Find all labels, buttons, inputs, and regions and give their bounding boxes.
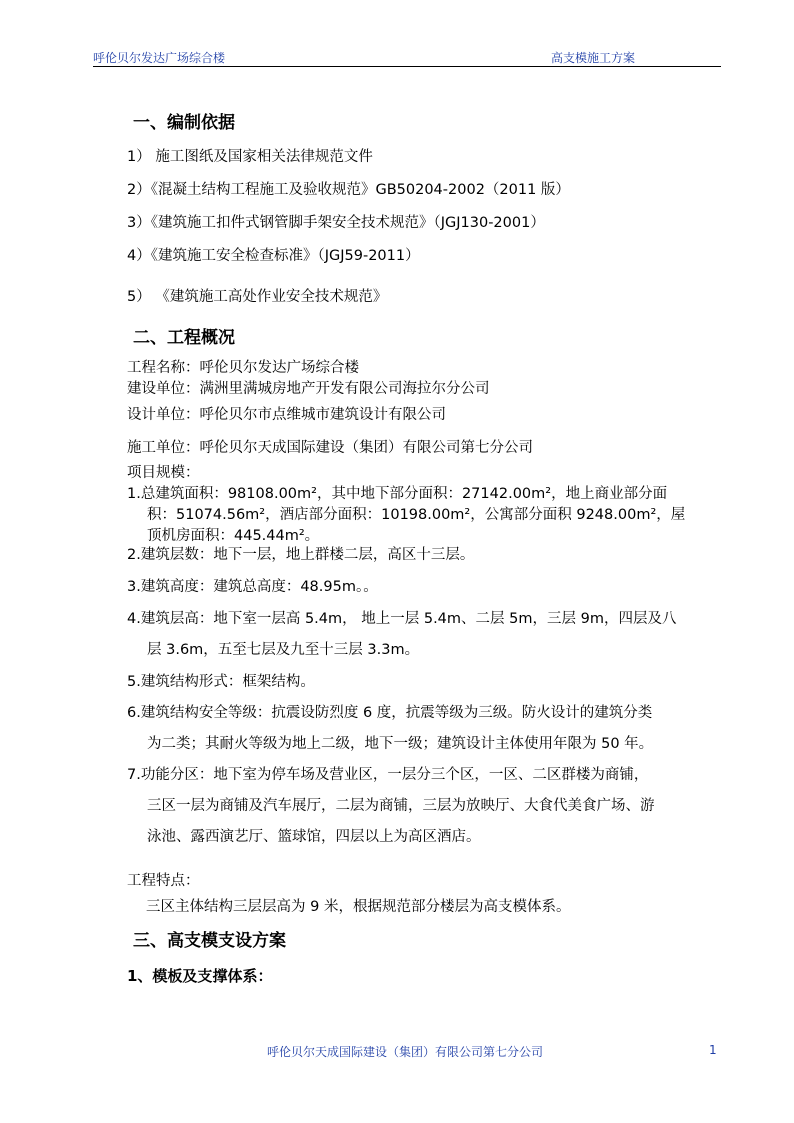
scale-item-7-line-1: 7.功能分区：地下室为停车场及营业区，一层分三个区，一区、二区群楼为商铺， [127, 767, 649, 783]
project-name-line: 工程名称：呼伦贝尔发达广场综合楼 [127, 360, 359, 376]
section-3-title: 三、高支模支设方案 [133, 931, 286, 951]
scale-item-7-line-2: 三区一层为商铺及汽车展厅，二层为商铺，三层为放映厅、大食代美食广场、游 [147, 798, 655, 814]
features-label: 工程特点： [127, 873, 200, 889]
scale-item-1-line-1: 1.总建筑面积：98108.00m²，其中地下部分面积：27142.00m²，地上商业部分面 [127, 486, 668, 502]
basis-item-3: 3）《建筑施工扣件式钢管脚手架安全技术规范》（JGJ130-2001） [127, 215, 545, 231]
section-2-title: 二、工程概况 [133, 328, 235, 348]
scale-item-7-line-3: 泳池、露西演艺厅、篮球馆，四层以上为高区酒店。 [147, 829, 481, 845]
owner-line: 建设单位：满洲里满城房地产开发有限公司海拉尔分公司 [127, 381, 490, 397]
scale-label: 项目规模： [127, 465, 200, 481]
contractor-line: 施工单位：呼伦贝尔天成国际建设（集团）有限公司第七分公司 [127, 440, 533, 456]
designer-line: 设计单位：呼伦贝尔市点维城市建筑设计有限公司 [127, 407, 446, 423]
header-doc-title: 高支模施工方案 [550, 51, 635, 65]
scale-item-6-line-2: 为二类；其耐火等级为地上二级，地下一级；建筑设计主体使用年限为 50 年。 [147, 736, 654, 752]
scale-item-4-line-1: 4.建筑层高：地下室一层高 5.4m， 地上一层 5.4m、二层 5m，三层 9m，四层及八 [127, 611, 677, 627]
basis-item-4: 4）《建筑施工安全检查标准》（JGJ59-2011） [127, 248, 420, 264]
subsection-1-title: 1、模板及支撑体系： [127, 967, 273, 985]
scale-item-1-line-3: 顶机房面积：445.44m²。 [147, 528, 320, 544]
scale-item-1-line-2: 积：51074.56m²，酒店部分面积：10198.00m²，公寓部分面积 9248.00m²，屋 [147, 507, 686, 523]
scale-item-4-line-2: 层 3.6m，五至七层及九至十三层 3.3m。 [147, 642, 420, 658]
scale-item-3: 3.建筑高度：建筑总高度：48.95m。。 [127, 579, 378, 595]
page-header [93, 46, 721, 67]
scale-item-5: 5.建筑结构形式：框架结构。 [127, 674, 315, 690]
footer-company: 呼伦贝尔天成国际建设（集团）有限公司第七分公司 [267, 1045, 544, 1059]
scale-item-2: 2.建筑层数：地下一层，地上群楼二层，高区十三层。 [127, 547, 475, 563]
section-1-title: 一、编制依据 [133, 113, 235, 133]
header-project-name: 呼伦贝尔发达广场综合楼 [93, 51, 226, 65]
page-number: 1 [709, 1043, 717, 1057]
basis-item-5: 5） 《建筑施工高处作业安全技术规范》 [127, 289, 388, 305]
basis-item-1: 1） 施工图纸及国家相关法律规范文件 [127, 149, 373, 165]
features-text: 三区主体结构三层层高为 9 米，根据规范部分楼层为高支模体系。 [146, 899, 571, 915]
scale-item-6-line-1: 6.建筑结构安全等级：抗震设防烈度 6 度，抗震等级为三级。防火设计的建筑分类 [127, 705, 653, 721]
basis-item-2: 2）《混凝土结构工程施工及验收规范》GB50204-2002（2011 版） [127, 182, 570, 198]
